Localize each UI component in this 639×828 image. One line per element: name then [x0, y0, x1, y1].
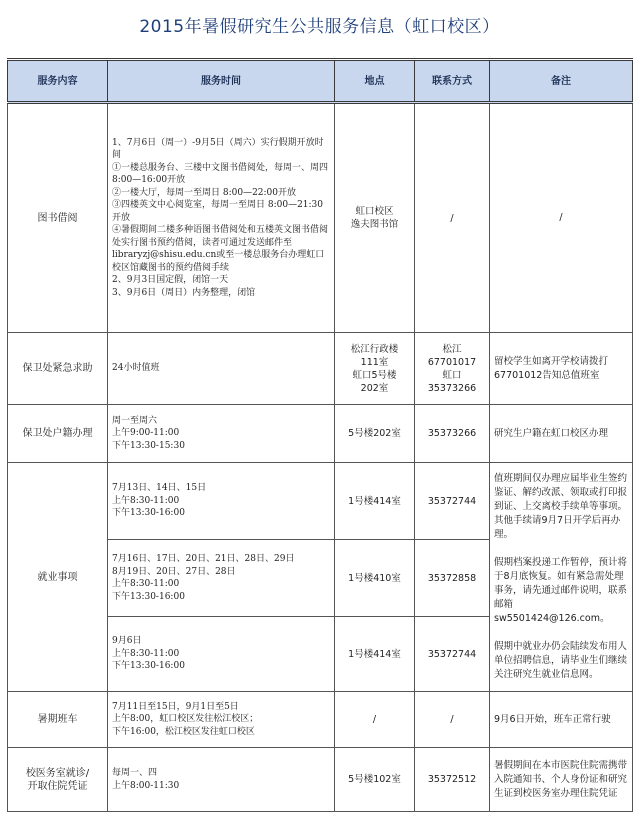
service-name: 校医务室就诊/ 开取住院凭证 [8, 748, 108, 812]
service-location: 1号楼410室 [335, 540, 415, 617]
service-name: 保卫处户籍办理 [8, 405, 108, 463]
table-row [8, 333, 633, 405]
service-location: 5号楼102室 [335, 748, 415, 812]
service-name: 暑期班车 [8, 692, 108, 748]
service-notes: 值班期间仅办理应届毕业生签约鉴证、解约改派、领取或打印报到证、上交离校手续单等事项。其他手续请9月7日开学后再办理。 假期档案投递工作暂停，预计将于8月底恢复。如有紧急需处理事务，请先通过邮件说明，联系邮箱sw5501424@126.com。 假期中就业办仍会陆续发布用人单位招聘信息，请毕业生们继续关注研究生就业信息网。 [490, 463, 633, 692]
header-time: 服务时间 [108, 60, 335, 103]
header-contact: 联系方式 [415, 60, 490, 103]
service-schedule-table [7, 58, 633, 812]
service-time: 24小时值班 [108, 333, 335, 405]
service-contact: / [415, 692, 490, 748]
service-name: 图书借阅 [8, 103, 108, 333]
table-header-row [8, 60, 633, 103]
service-name: 保卫处紧急求助 [8, 333, 108, 405]
service-location: 1号楼414室 [335, 617, 415, 692]
service-time: 7月11日至15日，9月1日至5日 上午8:00，虹口校区发往松江校区； 下午16:00，松江校区发往虹口校区 [108, 692, 335, 748]
service-contact: 松江 67701017 虹口 35373266 [415, 333, 490, 405]
service-contact: 35372744 [415, 617, 490, 692]
service-contact: 35372858 [415, 540, 490, 617]
service-contact: 35372512 [415, 748, 490, 812]
service-notes: 留校学生如离开学校请拨打67701012告知总值班室 [490, 333, 633, 405]
service-location: 1号楼414室 [335, 463, 415, 540]
service-notes: 研究生户籍在虹口校区办理 [490, 405, 633, 463]
service-location: 5号楼202室 [335, 405, 415, 463]
service-name: 就业事项 [8, 463, 108, 692]
header-location: 地点 [335, 60, 415, 103]
service-location: 松江行政楼 111室 虹口5号楼 202室 [335, 333, 415, 405]
service-time: 1、7月6日（周一）-9月5日（周六）实行假期开放时间 ①一楼总服务台、三楼中文图书借阅处，每周一、周四8:00—16:00开放 ②一楼大厅，每周一至周日 8:00—22:00开放 ③四楼英文中心阅览室，每周一至周日 8:00—21:30开放 ④暑假期间二楼多种语图书借阅处和五楼英文图书借阅处实行图书预约借阅，读者可通过发送邮件至libraryzj@shisu.edu.cn或至一楼总服务台办理虹口校区馆藏图书的预约借阅手续 2、9月3日国定假，闭馆一天 3、9月6日（周日）内务整理，闭馆 [108, 103, 335, 333]
service-time: 7月16日、17日、20日、21日、28日、29日 8月19日、20日、27日、28日 上午8:30-11:00 下午13:30-16:00 [108, 540, 335, 617]
table-row [8, 692, 633, 748]
service-contact: 35372744 [415, 463, 490, 540]
service-notes: 9月6日开始，班车正常行驶 [490, 692, 633, 748]
table-row [8, 748, 633, 812]
service-location: 虹口校区 逸夫图书馆 [335, 103, 415, 333]
table-row [8, 103, 633, 333]
service-time: 7月13日、14日、15日 上午8:30-11:00 下午13:30-16:00 [108, 463, 335, 540]
page-title: 2015年暑假研究生公共服务信息（虹口校区） [139, 17, 500, 37]
header-service: 服务内容 [8, 60, 108, 103]
table-row [8, 405, 633, 463]
service-time: 每周一、四 上午8:00-11:30 [108, 748, 335, 812]
service-contact: 35373266 [415, 405, 490, 463]
service-time: 9月6日 上午8:30-11:00 下午13:30-16:00 [108, 617, 335, 692]
header-notes: 备注 [490, 60, 633, 103]
service-location: / [335, 692, 415, 748]
service-contact: / [415, 103, 490, 333]
service-notes: 暑假期间在本市医院住院需携带入院通知书、个人身份证和研究生证到校医务室办理住院凭证 [490, 748, 633, 812]
service-notes: / [490, 103, 633, 333]
table-row [8, 463, 633, 540]
service-time: 周一至周六 上午9:00-11:00 下午13:30-15:30 [108, 405, 335, 463]
